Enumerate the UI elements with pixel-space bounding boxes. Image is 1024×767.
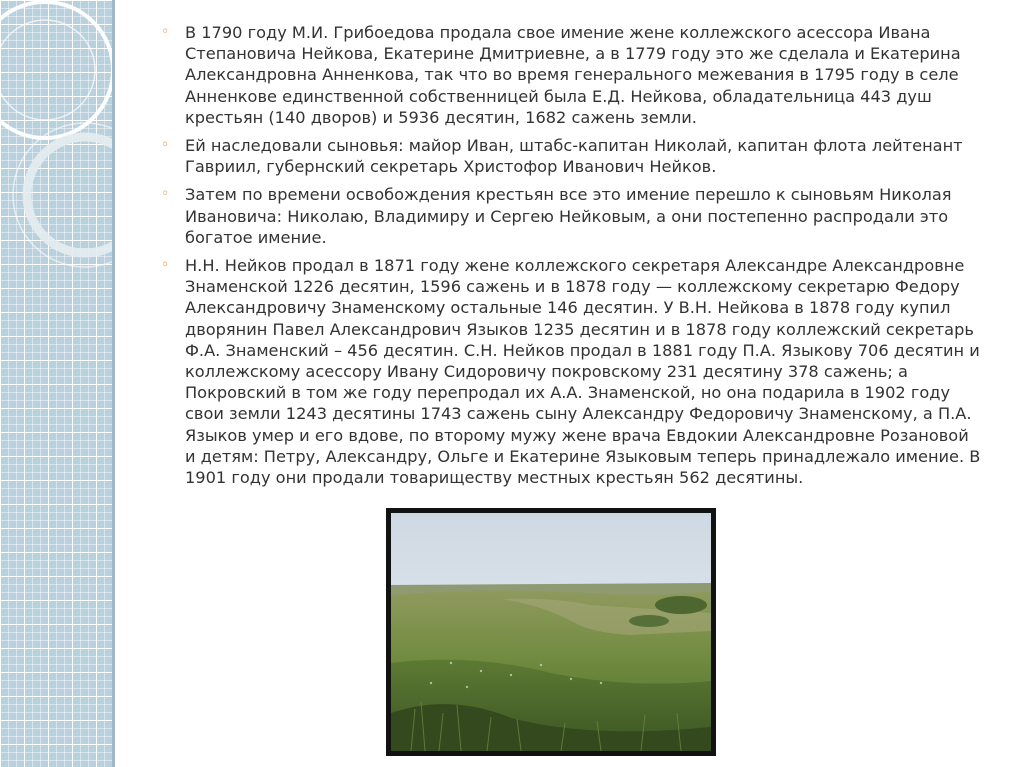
bullet-text: Затем по времени освобождения крестьян все это имение перешло к сыновьям Николая Ивановича: Николаю, Владимиру и Сергею Нейковым, а они постепенно распродали это богатое имение. — [185, 185, 952, 247]
bullet-icon: ◦ — [161, 24, 170, 40]
list-item — [161, 135, 981, 177]
decorative-circles — [0, 0, 112, 767]
landscape-photo — [386, 508, 716, 756]
decorative-grid-panel — [0, 0, 112, 767]
list-item — [161, 255, 981, 488]
list-item — [161, 22, 981, 128]
bullet-text: В 1790 году М.И. Грибоедова продала свое имение жене коллежского асессора Ивана Степановича Нейкова, Екатерине Дмитриевне, а в 1779 году это же сделала и Екатерина Александровна Анненкова, так что во время генерального межевания в 1795 году в селе Анненкове единственной собственницей была Е.Д. Нейкова, обладательница 443 душ крестьян (140 дворов) и 5936 десятин, 1682 сажень земли. — [185, 23, 961, 127]
landscape-image — [391, 513, 711, 751]
panel-divider — [112, 0, 115, 767]
bullet-text: Н.Н. Нейков продал в 1871 году жене коллежского секретаря Александре Александровне Знаменской 1226 десятин, 1596 сажень и в 1878 году — коллежскому секретарю Федору Александровичу Знаменскому остальные 146 десятин. У В.Н. Нейкова в 1878 году купил дворянин Павел Александрович Языков 1235 десятин и в 1878 году коллежский секретарь Ф.А. Знаменский – 456 десятин. С.Н. Нейков продал в 1881 году П.А. Языкову 706 десятин и коллежскому асессору Ивану Сидоровичу покровскому 231 десятину 378 сажень; а Покровский в том же году перепродал их А.А. Знаменской, но она подарила в 1902 году свои земли 1243 десятины 1743 сажень сыну Александру Федоровичу Знаменскому, а П.А. Языков умер и его вдове, по второму мужу жене врача Евдокии Александровне Розановой и детям: Петру, Александру, Ольге и Екатерине Языковым теперь принадлежало имение. В 1901 году они продали товариществу местных крестьян 562 десятины. — [185, 256, 981, 488]
bullet-icon: ◦ — [161, 186, 170, 203]
bullet-icon: ◦ — [161, 137, 170, 154]
bullet-list — [161, 22, 981, 488]
bullet-text: Ей наследовали сыновья: майор Иван, штабс-капитан Николай, капитан флота лейтенант Гавриил, губернский секретарь Христофор Иванович Нейков. — [185, 136, 963, 177]
bullet-icon: ◦ — [161, 257, 170, 274]
slide-content — [161, 22, 981, 495]
list-item — [161, 184, 981, 248]
